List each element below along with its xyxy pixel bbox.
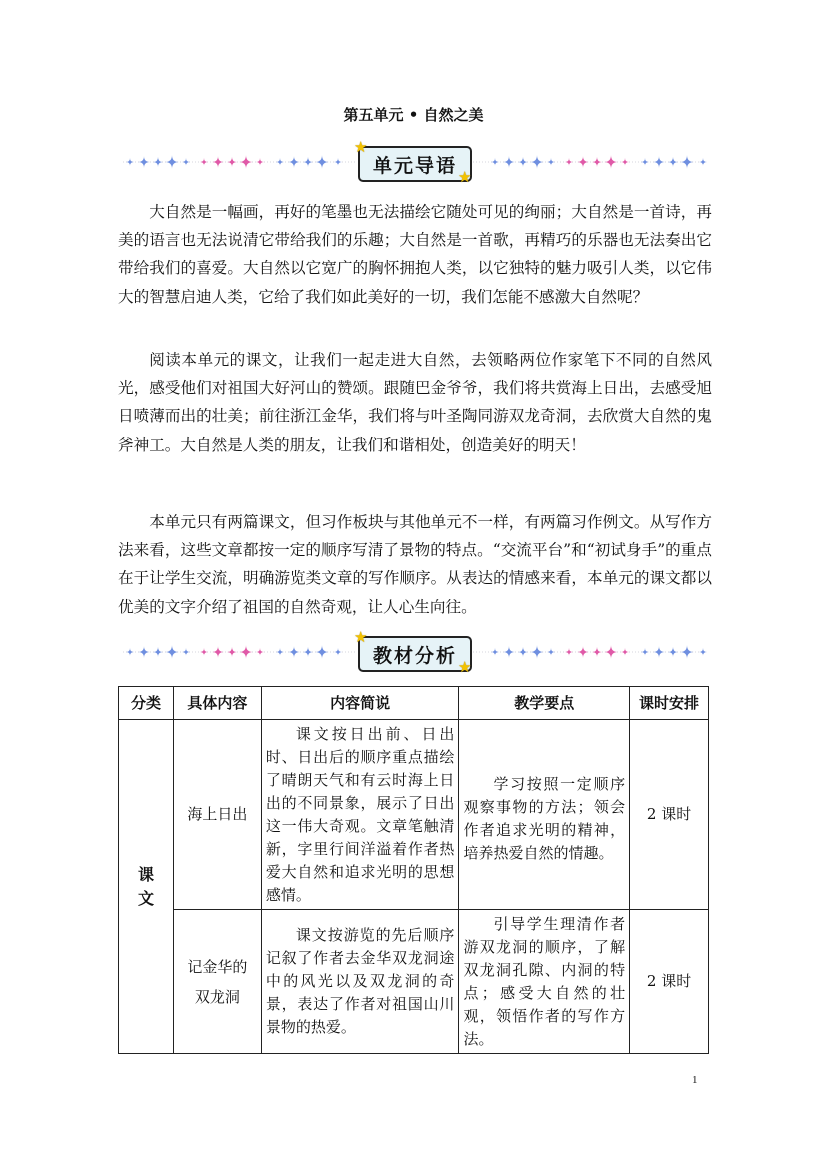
sparkle-icon <box>165 155 179 169</box>
header-points: 教学要点 <box>459 687 630 720</box>
sparkle-icon <box>138 156 150 168</box>
sparkle-icon <box>239 155 253 169</box>
header-hours: 课时安排 <box>630 687 709 720</box>
sparkle-icon <box>668 647 678 657</box>
table-row <box>119 910 709 1054</box>
sparkle-icon <box>547 158 555 166</box>
star-icon: ★ <box>354 138 368 156</box>
sparkle-icon <box>621 648 629 656</box>
sparkle-icon <box>200 158 208 166</box>
sparkle-icon <box>680 645 694 659</box>
sparkle-icon <box>653 646 665 658</box>
section-banner-intro <box>118 138 708 186</box>
sparkle-icon <box>239 645 253 659</box>
analysis-table <box>118 686 709 1054</box>
sparkle-icon <box>592 647 602 657</box>
paragraph-1: 大自然是一幅画，再好的笔墨也无法描绘它随处可见的绚丽；大自然是一首诗，再美的语言也无法说清它带给我们的乐趣；大自然是一首歌，再精巧的乐器也无法奏出它带给我们的喜爱。大自然以它宽广的胸怀拥抱人类，以它独特的魅力吸引人类，以它伟大的智慧启迪人类，它给了我们如此美好的一切，我们怎能不感激大自然呢？ <box>118 203 712 306</box>
sparkle-icon <box>565 648 573 656</box>
sparkle-icon <box>256 158 264 166</box>
table-row <box>119 720 709 910</box>
sparkle-icon <box>288 646 300 658</box>
sparkle-icon <box>165 645 179 659</box>
banner-title: 单元导语 <box>372 154 457 177</box>
sparkle-icon <box>604 645 618 659</box>
banner-title: 教材分析 <box>372 644 457 667</box>
hours-cell: 2 课时 <box>630 910 709 1054</box>
sparkle-icon <box>200 648 208 656</box>
sparkle-icon <box>138 646 150 658</box>
sparkle-icon <box>153 157 163 167</box>
sparkle-icon <box>334 648 342 656</box>
category-cell <box>119 720 174 1054</box>
sparkle-icon <box>212 156 224 168</box>
sparkle-icon <box>126 158 134 166</box>
page-title: 第五单元 • 自然之美 <box>343 106 484 124</box>
summary-cell: 课文按游览的先后顺序记叙了作者去金华双龙洞途中的风光以及双龙洞的奇景，表达了作者对祖国山川景物的热爱。 <box>261 910 459 1054</box>
sparkle-icon <box>577 646 589 658</box>
sparkle-icon <box>256 648 264 656</box>
header-category: 分类 <box>119 687 174 720</box>
sparkle-icon <box>153 647 163 657</box>
sparkle-icon <box>530 645 544 659</box>
sparkle-icon <box>303 157 313 167</box>
sparkle-icon <box>592 157 602 167</box>
sparkle-icon <box>491 648 499 656</box>
sparkle-icon <box>668 157 678 167</box>
star-icon: ★ <box>458 658 472 676</box>
banner-label-analysis <box>358 636 472 672</box>
star-icon: ★ <box>458 168 472 186</box>
sparkle-icon <box>604 155 618 169</box>
header-content: 具体内容 <box>173 687 261 720</box>
sparkle-icon <box>288 156 300 168</box>
section-banner-analysis <box>118 628 708 676</box>
sparkle-icon <box>621 158 629 166</box>
points-cell: 引导学生理清作者游双龙洞的顺序，了解双龙洞孔隙、内洞的特点；感受大自然的壮观，领悟作者的写作方法。 <box>459 910 630 1054</box>
sparkle-icon <box>227 157 237 167</box>
sparkle-icon <box>182 158 190 166</box>
sparkle-icon <box>334 158 342 166</box>
table-header-row <box>119 687 709 720</box>
sparkle-icon <box>503 156 515 168</box>
sparkle-icon <box>680 155 694 169</box>
header-summary: 内容简说 <box>261 687 459 720</box>
sparkle-icon <box>653 156 665 168</box>
content-cell: 记金华的双龙洞 <box>173 910 261 1054</box>
sparkle-icon <box>530 155 544 169</box>
sparkle-icon <box>276 648 284 656</box>
star-icon: ★ <box>354 628 368 646</box>
sparkle-icon <box>315 645 329 659</box>
sparkle-icon <box>565 158 573 166</box>
sparkle-icon <box>699 648 707 656</box>
sparkle-icon <box>491 158 499 166</box>
hours-cell: 2 课时 <box>630 720 709 910</box>
sparkle-icon <box>503 646 515 658</box>
sparkle-icon <box>641 158 649 166</box>
paragraph-3: 本单元只有两篇课文，但习作板块与其他单元不一样，有两篇习作例文。从写作方法来看，这些文章都按一定的顺序写清了景物的特点。“交流平台”和“初试身手”的重点在于让学生交流，明确游览类文章的写作顺序。从表达的情感来看，本单元的课文都以优美的文字介绍了祖国的自然奇观，让人心生向往。 <box>118 513 712 616</box>
sparkle-icon <box>315 155 329 169</box>
sparkle-icon <box>699 158 707 166</box>
points-cell: 学习按照一定顺序观察事物的方法；领会作者追求光明的精神，培养热爱自然的情趣。 <box>459 720 630 910</box>
sparkle-icon <box>641 648 649 656</box>
sparkle-icon <box>518 647 528 657</box>
sparkle-icon <box>303 647 313 657</box>
page-number: 1 <box>692 1074 698 1086</box>
sparkle-icon <box>126 648 134 656</box>
sparkle-icon <box>547 648 555 656</box>
summary-cell: 课文按日出前、日出时、日出后的顺序重点描绘了晴朗天气和有云时海上日出的不同景象，展示了日出这一伟大奇观。文章笔触清新，字里行间洋溢着作者热爱大自然和追求光明的思想感情。 <box>261 720 459 910</box>
sparkle-icon <box>518 157 528 167</box>
paragraph-2: 阅读本单元的课文，让我们一起走进大自然，去领略两位作家笔下不同的自然风光，感受他们对祖国大好河山的赞颂。跟随巴金爷爷，我们将共赏海上日出，去感受旭日喷薄而出的壮美；前往浙江金华，我们将与叶圣陶同游双龙奇洞，去欣赏大自然的鬼斧神工。大自然是人类的朋友，让我们和谐相处，创造美好的明天！ <box>118 351 712 454</box>
category-label: 课文 <box>137 864 154 908</box>
sparkle-icon <box>212 646 224 658</box>
content-cell: 海上日出 <box>173 720 261 910</box>
sparkle-icon <box>227 647 237 657</box>
sparkle-icon <box>276 158 284 166</box>
banner-label-intro <box>358 146 472 182</box>
sparkle-icon <box>577 156 589 168</box>
sparkle-icon <box>182 648 190 656</box>
